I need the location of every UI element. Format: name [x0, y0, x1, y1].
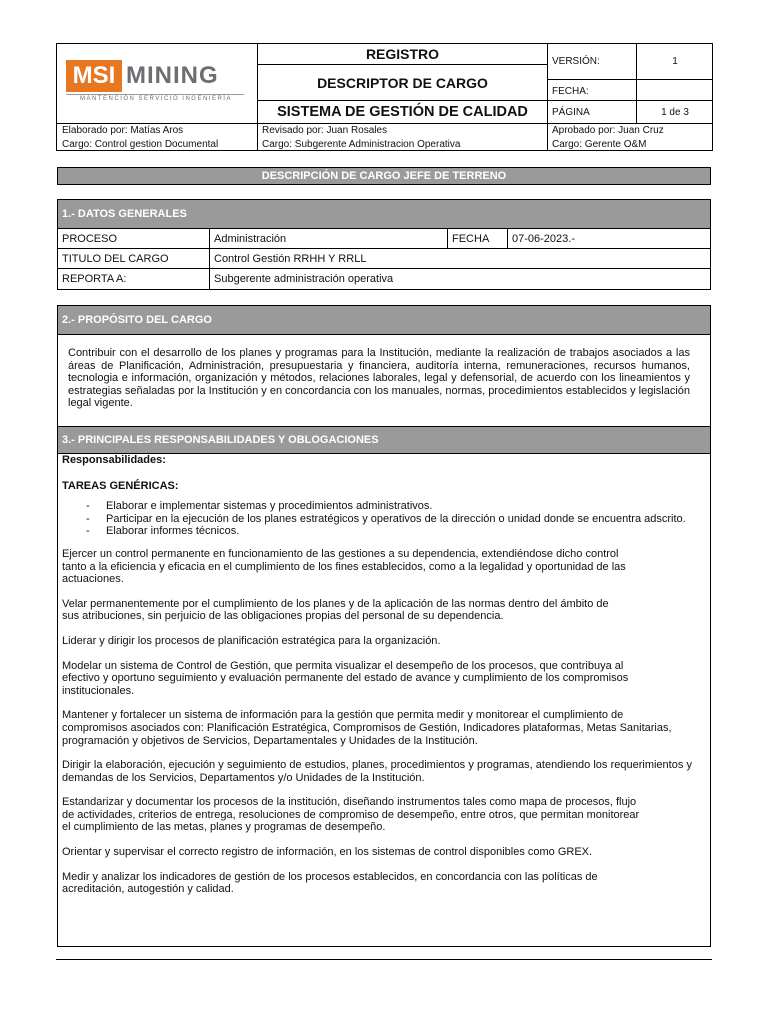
section3-heading: 3.- PRINCIPALES RESPONSABILIDADES Y OBLOGACIONES — [58, 427, 710, 453]
aprobado-cargo: Cargo: Gerente O&M — [552, 139, 647, 150]
section2-heading: 2.- PROPÓSITO DEL CARGO — [58, 306, 710, 334]
version-label: VERSIÓN: — [548, 43, 637, 80]
paragraph: Estandarizar y documentar los procesos de la institución, diseñando instrumentos tales como mapa de procesos, flujo de actividades, criterios de entrega, resoluciones de compromiso de desempeño, entre otros, que permitan monitorear el cumplimiento de las metas, planes y programas de desempeño. — [62, 796, 640, 834]
fecha-label: FECHA — [448, 229, 508, 249]
fecha-value: 07-06-2023.- — [508, 229, 710, 249]
titulo-value: Control Gestión RRHH Y RRLL — [210, 249, 710, 269]
paragraph: Liderar y dirigir los procesos de planificación estratégica para la organización. — [62, 634, 441, 647]
proceso-label: PROCESO — [58, 229, 210, 249]
logo-mining-text: MINING — [126, 62, 219, 89]
proceso-value: Administración — [210, 229, 448, 249]
paragraph: Ejercer un control permanente en funcionamiento de las gestiones a su dependencia, extendiéndose dicho control tanto a la eficiencia y eficacia en el cumplimiento de los fines establecidos, como a la legalidad y oportunidad de las actuaciones. — [62, 547, 626, 586]
list-item: - Elaborar informes técnicos. — [106, 525, 692, 538]
pagina-label: PÁGINA — [548, 101, 637, 124]
paragraph: Orientar y supervisar el correcto registro de información, en los sistemas de control disponibles como GREX. — [62, 846, 593, 859]
logo-rule — [66, 94, 244, 95]
document-title: DESCRIPCIÓN DE CARGO JEFE DE TERRENO — [57, 167, 711, 185]
paragraph: Medir y analizar los indicadores de gestión de los procesos establecidos, en concordancia con las políticas de acreditación, autogestión y calidad. — [62, 870, 598, 896]
list-item: - Participar en la ejecución de los planes estratégicos y operativos de la dirección o unidad donde se encuentra adscrito. — [106, 513, 692, 526]
title-sistema: SISTEMA DE GESTIÓN DE CALIDAD — [258, 101, 548, 124]
logo-msi-block: MSI — [66, 60, 122, 92]
title-registro: REGISTRO — [258, 43, 548, 65]
section1-heading: 1.- DATOS GENERALES — [58, 200, 710, 228]
responsabilidades-label: Responsabilidades: — [62, 454, 166, 466]
title-descriptor: DESCRIPTOR DE CARGO — [258, 65, 548, 101]
elaborado-por: Elaborado por: Matías Aros — [62, 125, 184, 136]
footer-rule — [56, 959, 712, 960]
pagina-value: 1 de 3 — [637, 101, 713, 124]
paragraph: Velar permanentemente por el cumplimiento de los planes y de la aplicación de las normas dentro del ámbito de sus atribuciones, sin perjuicio de las obligaciones propias del personal de su dependencia. — [62, 597, 609, 623]
aprobado-por: Aprobado por: Juan Cruz — [552, 125, 664, 136]
revisado-cargo: Cargo: Subgerente Administracion Operativa — [262, 139, 461, 150]
reporta-value: Subgerente administración operativa — [214, 273, 394, 285]
titulo-label: TITULO DEL CARGO — [58, 249, 210, 269]
task-list — [62, 500, 692, 538]
company-logo — [66, 60, 246, 106]
paragraph: Modelar un sistema de Control de Gestión, que permita visualizar el desempeño de los procesos, que contribuya al efectivo y oportuno seguimiento y evaluación permanente del estado de avance y cumplimiento de los compromisos institucionales. — [62, 659, 629, 697]
proposito-text: Contribuir con el desarrollo de los planes y programas para la Institución, mediante la realización de trabajos asociados a las áreas de Planificación, Administración, presupuestaria y financiera, auditoría interna, remuneraciones, recursos humanos, tecnologia e información, organización y métodos, relaciones laborales, legal y defensorial, de acuerdo con los lineamientos y estrategias señaladas por la Institución y en concordancia con los manuales, normas, procedimientos establecidos y legislación legal vigente. — [68, 347, 690, 410]
paragraph: Mantener y fortalecer un sistema de información para la gestión que permita medir y monitorear el cumplimiento de compromisos asociados con: Planificación Estratégica, Compromisos de Gestión, Indicadores plataformas, Metas Sanitarias, programación y objetivos de Servicios, Departamentales y Unidades de la Institución. — [62, 709, 672, 747]
section2-rule — [58, 334, 710, 335]
reporta-label: REPORTA A: — [58, 269, 210, 289]
responsabilidades-content — [62, 454, 692, 896]
list-item: - Elaborar e implementar sistemas y procedimientos administrativos. — [106, 500, 692, 513]
fecha-header-value — [637, 80, 713, 101]
elaborado-cargo: Cargo: Control gestion Documental — [62, 139, 219, 150]
logo-tagline: MANTENCIÓN SERVICIO INGENIERÍA — [80, 96, 232, 102]
version-value: 1 — [637, 43, 713, 80]
paragraph: Dirigir la elaboración, ejecución y seguimiento de estudios, planes, procedimientos y programas, atendiendo los requerimientos y demandas de los Servicios, Departamentos y/o Unidades de la Institución. — [62, 759, 692, 784]
fecha-header-label: FECHA: — [548, 80, 637, 101]
tareas-label: TAREAS GENÉRICAS: — [62, 479, 179, 492]
revisado-por: Revisado por: Juan Rosales — [262, 125, 388, 136]
